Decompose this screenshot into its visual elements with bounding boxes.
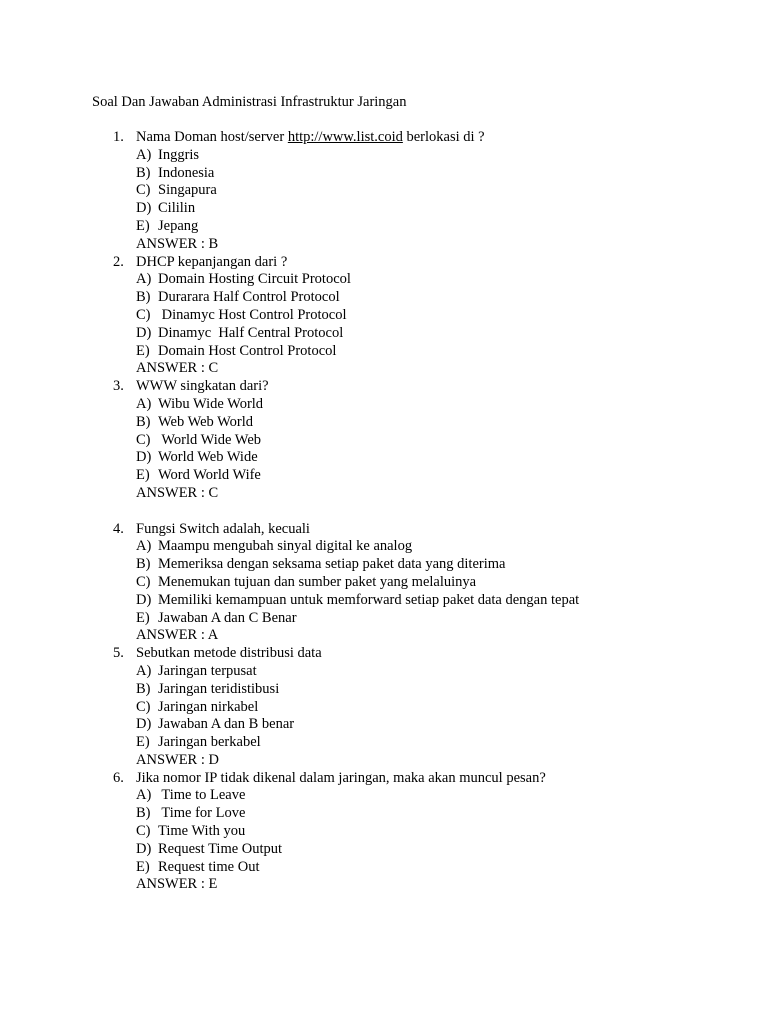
question-text: Fungsi Switch adalah, kecuali [136,520,310,537]
option-letter: E) [136,858,150,875]
question-item [0,378,768,503]
option-text: Inggris [158,146,200,163]
option-text: Request time Out [158,858,260,875]
option-letter: A) [136,538,152,555]
option-text: Jawaban A dan B benar [158,716,295,733]
option-text: Menemukan tujuan dan sumber paket yang melaluinya [158,573,477,590]
question-body [136,770,768,895]
question-item [0,770,768,895]
document-title: Soal Dan Jawaban Administrasi Infrastruktur Jaringan [92,94,407,110]
option-text: Memeriksa dengan seksama setiap paket data yang diterima [158,556,506,573]
question-number: 5. [113,645,124,662]
option-letter: D) [136,591,152,608]
option-letter: C) [136,182,151,199]
option-letter: C) [136,306,151,323]
option-text: World Wide Web [158,431,262,448]
option-text: Durarara Half Control Protocol [158,289,340,306]
option-letter: B) [136,289,151,306]
answer-line: ANSWER : D [136,751,219,768]
option-item [136,467,768,485]
option-text: Time for Love [158,805,246,822]
option-item [136,414,768,432]
option-item [136,343,768,361]
option-item [136,271,768,289]
option-item [136,200,768,218]
question-list [0,129,768,894]
option-item [136,289,768,307]
question-number: 6. [113,769,124,786]
question-number: 3. [113,378,124,395]
question-text-after: berlokasi di ? [402,129,485,145]
option-text: Maampu mengubah sinyal digital ke analog [158,538,413,555]
option-letter: A) [136,146,152,163]
option-item [136,218,768,236]
option-item [136,574,768,592]
option-letter: D) [136,324,152,341]
question-item [0,129,768,254]
option-text: Word World Wife [158,467,261,484]
option-text: Time to Leave [158,787,246,804]
option-text: Wibu Wide World [158,395,264,412]
question-body [136,521,768,646]
option-item [136,538,768,556]
option-text: Jawaban A dan C Benar [158,609,297,626]
option-letter: C) [136,698,151,715]
option-text: Time With you [158,823,246,840]
option-item [136,432,768,450]
option-item [136,841,768,859]
option-text: Dinamyc Half Central Protocol [158,324,344,341]
question-number: 2. [113,253,124,270]
option-text: Domain Hosting Circuit Protocol [158,271,351,288]
option-letter: D) [136,449,152,466]
option-item [136,699,768,717]
option-letter: E) [136,467,150,484]
option-letter: C) [136,823,151,840]
answer-line: ANSWER : A [136,627,219,644]
answer-line: ANSWER : E [136,876,218,893]
option-item [136,681,768,699]
option-item [136,147,768,165]
question-body [136,645,768,770]
option-text: Web Web World [158,413,254,430]
option-text: Indonesia [158,164,215,181]
option-text: Jaringan teridistibusi [158,680,280,697]
question-text: Sebutkan metode distribusi data [136,645,322,662]
question-item [0,254,768,379]
question-body [136,254,768,379]
option-letter: C) [136,431,151,448]
option-letter: E) [136,734,150,751]
question-link[interactable]: http://www.list.coid [287,129,403,145]
option-item [136,307,768,325]
question-text: WWW singkatan dari? [136,378,269,395]
option-item [136,396,768,414]
option-letter: D) [136,840,152,857]
question-text: Jika nomor IP tidak dikenal dalam jaringan, maka akan muncul pesan? [136,769,546,786]
option-letter: B) [136,413,151,430]
option-item [136,592,768,610]
option-text: Jaringan berkabel [158,734,261,751]
option-letter: D) [136,200,152,217]
option-letter: A) [136,662,152,679]
option-text: Dinamyc Host Control Protocol [158,306,347,323]
option-letter: E) [136,609,150,626]
option-item [136,859,768,877]
option-letter: D) [136,716,152,733]
option-item [136,165,768,183]
option-item [136,734,768,752]
option-letter: A) [136,271,152,288]
option-item [136,663,768,681]
answer-line: ANSWER : B [136,235,219,252]
question-number: 4. [113,520,124,537]
option-item [136,805,768,823]
option-item [136,610,768,628]
option-text: Request Time Output [158,840,283,857]
question-item [0,645,768,770]
option-item [136,823,768,841]
question-body [136,378,768,503]
answer-line: ANSWER : C [136,360,219,377]
option-text: Singapura [158,182,217,199]
option-text: Cililin [158,200,196,217]
question-text: DHCP kepanjangan dari ? [136,253,288,270]
option-item [136,325,768,343]
option-letter: B) [136,164,151,181]
option-text: World Web Wide [158,449,258,466]
option-item [136,716,768,734]
question-item [0,521,768,646]
option-letter: E) [136,217,150,234]
question-body [136,129,768,254]
option-text: Memiliki kemampuan untuk memforward setiap paket data dengan tepat [158,591,580,608]
option-letter: B) [136,680,151,697]
option-letter: A) [136,787,152,804]
option-text: Jaringan terpusat [158,662,257,679]
question-text [136,129,768,147]
option-text: Domain Host Control Protocol [158,342,337,359]
question-text-before: Nama Doman host/server [136,129,288,145]
option-item [136,449,768,467]
option-letter: C) [136,573,151,590]
option-item [136,787,768,805]
option-item [136,182,768,200]
option-letter: E) [136,342,150,359]
option-item [136,556,768,574]
option-text: Jepang [158,217,199,234]
option-letter: B) [136,805,151,822]
answer-line: ANSWER : C [136,484,219,501]
option-letter: A) [136,395,152,412]
question-number: 1. [113,129,124,145]
option-text: Jaringan nirkabel [158,698,259,715]
option-letter: B) [136,556,151,573]
